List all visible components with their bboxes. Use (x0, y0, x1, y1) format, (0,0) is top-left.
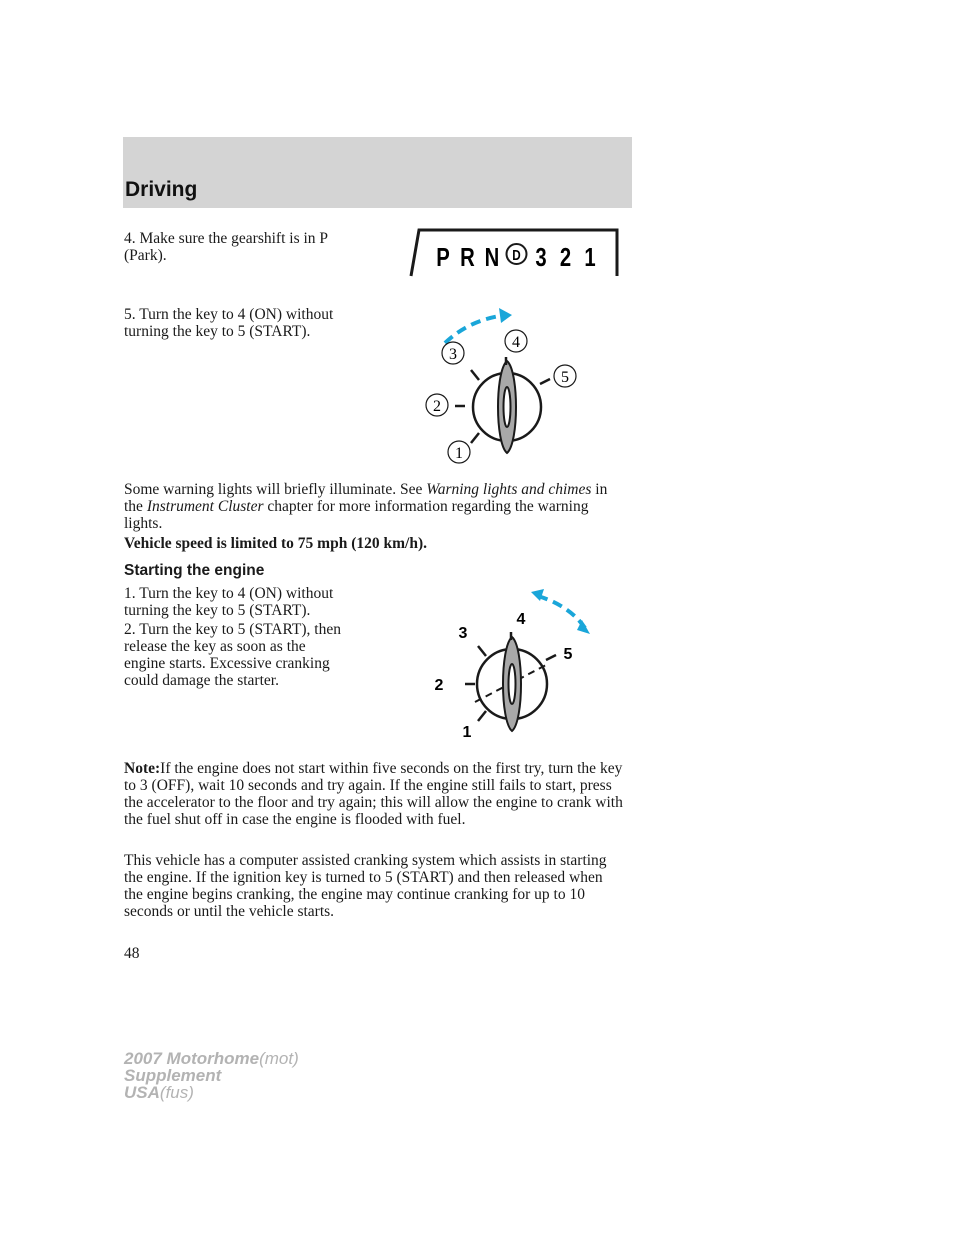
ign2-pos-3: 3 (458, 625, 468, 642)
ign1-pos-4: 4 (512, 334, 520, 351)
footer-region: USA (124, 1083, 160, 1102)
warning-text-mid: in the (124, 481, 608, 515)
header-band (123, 137, 632, 208)
ign2-pos-5: 5 (563, 646, 573, 663)
ign2-pos-4: 4 (516, 611, 526, 628)
step-5-text: 5. Turn the key to 4 (ON) without turning the key to 5 (START). (124, 306, 334, 340)
note-paragraph (124, 760, 624, 828)
footer-supplement: Supplement (124, 1066, 222, 1085)
footer-region-code: (fus) (159, 1083, 194, 1102)
warning-text-after: chapter for more information regarding the warning lights. (124, 498, 589, 532)
step-4-text: 4. Make sure the gearshift is in P (Park). (124, 230, 329, 264)
start-step-2: 2. Turn the key to 5 (START), then release the key as soon as the engine starts. Excessive cranking could damage the starter. (124, 621, 341, 689)
cranking-paragraph: This vehicle has a computer assisted cranking system which assists in starting the engine. If the ignition key is turned to 5 (START) and then released when the engine begins cranking, the engine may continue cranking for up to 10 seconds or until the vehicle starts. (124, 852, 607, 920)
page-number: 48 (124, 945, 140, 962)
ign1-pos-2: 2 (433, 398, 441, 415)
footer-title: 2007 Motorhome (124, 1049, 260, 1068)
gear-letter-2: 2 (559, 242, 572, 272)
gear-indicator (405, 224, 621, 280)
speed-limit-text: Vehicle speed is limited to 75 mph (120 km/h). (124, 535, 427, 552)
instrument-cluster-link: Instrument Cluster (146, 498, 264, 515)
note-label: Note: (124, 760, 161, 777)
ign2-pos-2: 2 (434, 677, 444, 694)
ignition-diagram-2 (420, 580, 600, 750)
gear-letter-3: 3 (535, 242, 547, 272)
gear-letter-p: P (436, 242, 450, 272)
ign1-pos-5: 5 (561, 369, 569, 386)
gear-letter-r: R (460, 242, 475, 272)
ign1-pos-3: 3 (449, 346, 457, 363)
gear-letter-n: N (484, 242, 500, 272)
ign1-pos-1: 1 (455, 445, 463, 462)
gear-letter-1: 1 (584, 242, 596, 272)
footer-title-code: (mot) (259, 1049, 299, 1068)
ign2-pos-1: 1 (462, 724, 472, 741)
note-text: If the engine does not start within five seconds on the first try, turn the key to 3 (OFF), wait 10 seconds and try again. If the engine still fails to start, press the accelerator to the floor and try again; this will allow the engine to crank with the fuel shut off in case the engine is flooded with fuel. (124, 760, 623, 828)
starting-engine-heading: Starting the engine (124, 562, 265, 579)
section-title: Driving (125, 178, 198, 201)
ignition-diagram-1 (415, 305, 595, 470)
warning-text-before: Some warning lights will briefly illuminate. See (124, 481, 427, 498)
footer (124, 1050, 299, 1101)
warning-lights-paragraph (124, 481, 614, 532)
start-step-1: 1. Turn the key to 4 (ON) without turning the key to 5 (START). (124, 585, 334, 619)
warning-lights-link: Warning lights and chimes (426, 481, 592, 498)
gear-letter-d: D (512, 246, 521, 264)
